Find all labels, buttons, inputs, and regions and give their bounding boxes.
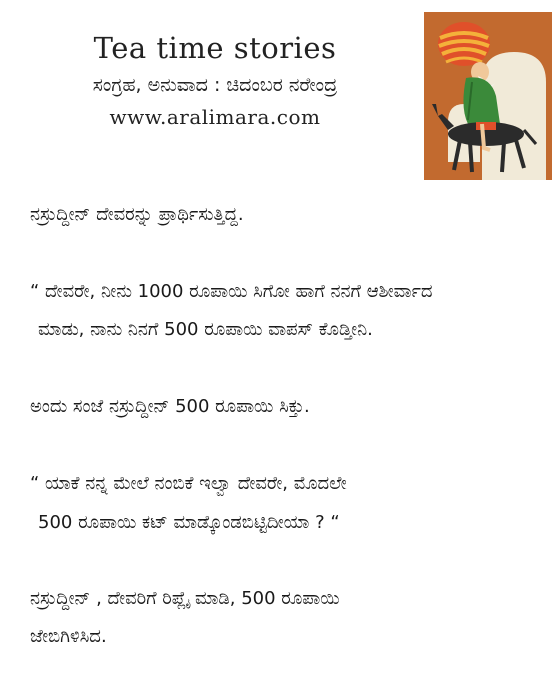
story-line-4a: “ ಯಾಕೆ ನನ್ನ ಮೇಲೆ ನಂಬಿಕೆ ಇಲ್ವಾ ದೇವರೇ, ಮೊದಲೇ (30, 473, 347, 494)
story-line-5a: ನಸ್ರುದ್ದೀನ್ , ದೇವರಿಗೆ ರಿಪ್ಲೈ ಮಾಡಿ, 500 ರೂಪಾಯಿ (30, 588, 340, 609)
story-line-2a: “ ದೇವರೇ, ನೀನು 1000 ರೂಪಾಯಿ ಸಿಗೋ ಹಾಗೆ ನನಗೆ ಆಶೀರ್ವಾದ (30, 281, 433, 302)
story-line-1: ನಸ್ರುದ್ದೀನ್ ದೇವರನ್ನು ಪ್ರಾರ್ಥಿಸುತ್ತಿದ್ದ. (30, 204, 244, 225)
story-line-5b: ಜೇಬಿಗಿಳಿಸಿದ. (30, 626, 107, 647)
story-line-4b: 500 ರೂಪಾಯಿ ಕಟ್ ಮಾಡ್ಕೊಂಡಬಿಟ್ಟಿದೀಯಾ ? “ (38, 512, 340, 533)
illustration-svg (424, 12, 552, 180)
header (0, 30, 430, 132)
page-title: Tea time stories (93, 31, 337, 65)
website-link[interactable]: www.aralimara.com (109, 105, 321, 129)
story-line-2b: ಮಾಡು, ನಾನು ನಿನಗೆ 500 ರೂಪಾಯಿ ವಾಪಸ್ ಕೊಡ್ತೀನಿ. (38, 319, 373, 340)
story-line-3: ಅಂದು ಸಂಜೆ ನಸ್ರುದ್ದೀನ್ 500 ರೂಪಾಯಿ ಸಿಕ್ತು. (30, 396, 310, 417)
nasruddin-on-donkey-illustration (424, 12, 552, 180)
page-subtitle: ಸಂಗ್ರಹ, ಅನುವಾದ : ಚಿದಂಬರ ನರೇಂದ್ರ (92, 74, 338, 96)
